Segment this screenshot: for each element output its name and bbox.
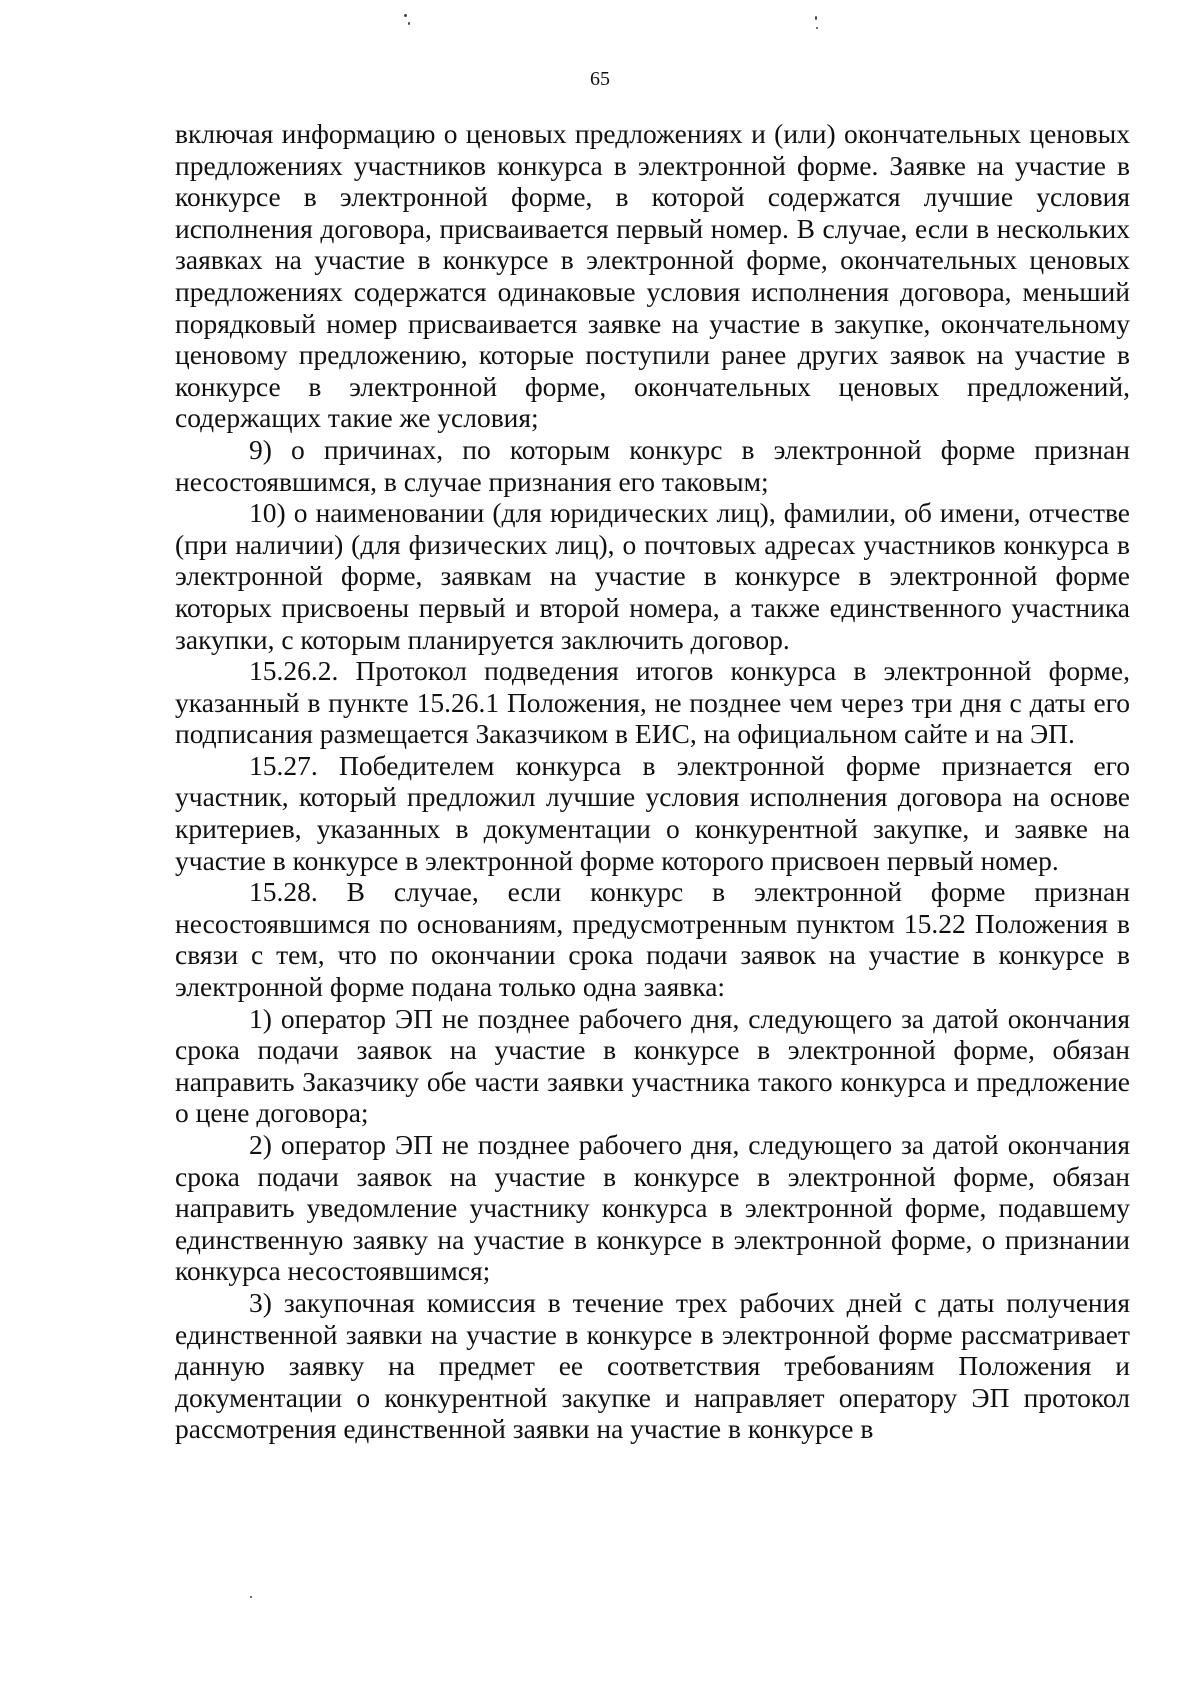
paragraph-subitem-1: 1) оператор ЭП не позднее рабочего дня, следующего за датой окончания срока подачи заявок на участие в конкурсе в электронной форме, обязан направить Заказчику обе части заявки участника такого конкурса и предложение о цене договора; — [175, 1002, 1130, 1129]
paragraph-15-26-2: 15.26.2. Протокол подведения итогов конкурса в электронной форме, указанный в пункте 15.26.1 Положения, не позднее чем через три дня с даты его подписания размещается Заказчиком в ЕИС, на официальном сайте и на ЭП. — [175, 655, 1130, 750]
scan-speck — [815, 16, 817, 20]
paragraph-item-10: 10) о наименовании (для юридических лиц), фамилии, об имени, отчестве (при наличии) (для физических лиц), о почтовых адресах участников конкурса в электронной форме, заявкам на участие в конкурсе в электронной форме которых присвоены первый и второй номера, а также единственного участника закупки, с которым планируется заключить договор. — [175, 497, 1130, 655]
scan-speck — [404, 14, 407, 17]
paragraph-15-28: 15.28. В случае, если конкурс в электронной форме признан несостоявшимся по основаниям, предусмотренным пунктом 15.22 Положения в связи с тем, что по окончании срока подачи заявок на участие в конкурсе в электронной форме подана только одна заявка: — [175, 876, 1130, 1003]
page-number: 65 — [590, 68, 610, 90]
paragraph-subitem-2: 2) оператор ЭП не позднее рабочего дня, следующего за датой окончания срока подачи заявок на участие в конкурсе в электронной форме, обязан направить уведомление участнику конкурса в электронной форме, подавшему единственную заявку на участие в конкурсе в электронной форме, о признании конкурса несостоявшимся; — [175, 1129, 1130, 1287]
paragraph-item-9: 9) о причинах, по которым конкурс в электронной форме признан несостоявшимся, в случае признания его таковым; — [175, 433, 1130, 497]
paragraph-15-27: 15.27. Победителем конкурса в электронной форме признается его участник, который предложил лучшие условия исполнения договора на основе критериев, указанных в документации о конкурентной закупке, и заявке на участие в конкурсе в электронной форме которого присвоен первый номер. — [175, 749, 1130, 876]
scan-speck — [250, 1596, 252, 1598]
scan-speck — [408, 22, 410, 25]
paragraph-subitem-3: 3) закупочная комиссия в течение трех рабочих дней с даты получения единственной заявки на участие в конкурсе в электронной форме рассматривает данную заявку на предмет ее соответствия требованиям Положения и документации о конкурентной закупке и направляет оператору ЭП протокол рассмотрения единственной заявки на участие в конкурсе в — [175, 1286, 1130, 1445]
scan-speck — [816, 27, 818, 29]
document-body — [175, 118, 1130, 1445]
paragraph-continuation: включая информацию о ценовых предложениях и (или) окончательных ценовых предложениях участников конкурса в электронной форме. Заявке на участие в конкурсе в электронной форме, в которой содержатся лучшие условия исполнения договора, присваивается первый номер. В случае, если в нескольких заявках на участие в конкурсе в электронной форме, окончательных ценовых предложениях содержатся одинаковые условия исполнения договора, меньший порядковый номер присваивается заявке на участие в закупке, окончательному ценовому предложению, которые поступили ранее других заявок на участие в конкурсе в электронной форме, окончательных ценовых предложений, содержащих такие же условия; — [175, 118, 1130, 434]
